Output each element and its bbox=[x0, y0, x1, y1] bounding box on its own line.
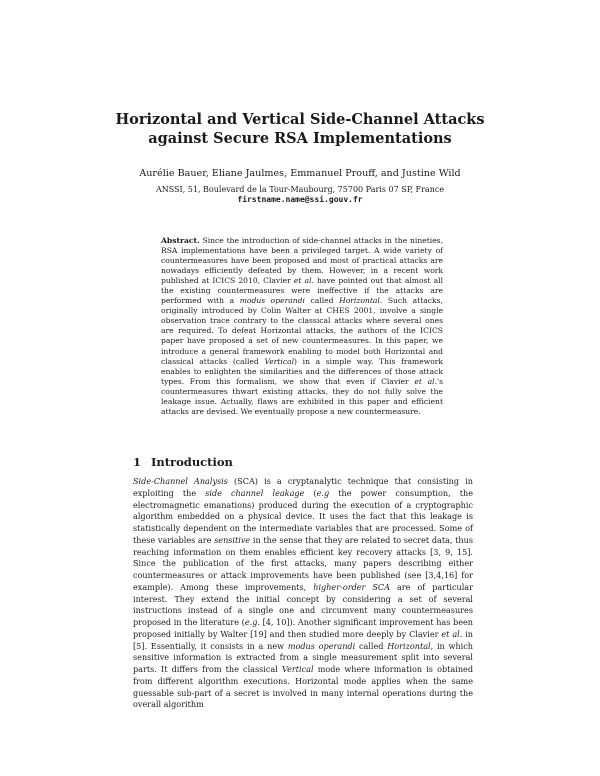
intro-term: modus operandi bbox=[287, 640, 356, 651]
intro-term: et al. bbox=[441, 628, 463, 639]
intro-term: Side-Channel Analysis bbox=[133, 476, 228, 486]
paper-title-line-2: against Secure RSA Implementations bbox=[148, 130, 452, 147]
abstract-text: Since the introduction of side-channel attacks in the nineties, RSA implementations have been a privileged target. A wide variety of countermeasures have been proposed and most of practical attacks are nowadays efficiently defeated by them. However, in a recent work published at ICICS 2010, Clavier bbox=[161, 236, 443, 286]
intro-text: in [5]. Essentially, it consists in a new bbox=[133, 628, 473, 651]
intro-text: ( bbox=[304, 487, 317, 498]
abstract-etal: et al. bbox=[414, 376, 437, 386]
intro-text: [4, 10]). Another significant improvement has been proposed initially by Walter [19] and then studied more deeply by Clavier bbox=[133, 617, 473, 639]
abstract-modus-operandi: modus operandi bbox=[239, 296, 305, 306]
intro-paragraph bbox=[133, 476, 473, 711]
section-heading bbox=[133, 455, 233, 469]
abstract-text: 's countermeasures thwart existing attacks, they do not fully solve the leakage issue. Actually, flaws are exhibited in this paper and efficient attacks are devised. We eventually propose a new countermeasure. bbox=[161, 376, 443, 416]
intro-term: higher-order SCA bbox=[313, 581, 390, 592]
intro-term: sensitive bbox=[214, 534, 251, 545]
abstract-label: Abstract. bbox=[161, 236, 200, 245]
intro-term: Vertical bbox=[281, 664, 314, 674]
abstract-text: . Such attacks, originally introduced by Colin Walter at CHES 2001, involve a single observation trace contrary to the classical attacks where several ones are required. To defeat Horizontal attacks, the authors of the ICICS paper have proposed a set of new countermeasures. In this paper, we introduce a general framework enabling to model both Horizontal and classical attacks (called bbox=[161, 296, 443, 366]
intro-text: the power consumption, the electromagnetic emanations) produced during the execution of a cryptographic algorithm embedded on a physical device. It uses the fact that this leakage is statistically dependent on the intermediate variables that are processed. Some of these variables are bbox=[133, 487, 473, 545]
affiliation: ANSSI, 51, Boulevard de la Tour-Maubourg, 75700 Paris 07 SP, France bbox=[155, 185, 445, 194]
intro-term: Horizontal bbox=[387, 640, 431, 651]
intro-text: in the sense that they are related to secret data, thus reaching information on them enables efficient key recovery attacks [3, 9, 15]. Since the publication of the first attacks, many papers describing either countermeasures or attack improvements have been published (see [3,4,16] for example). Among these improvements, bbox=[133, 534, 473, 592]
abstract-text: ) in a simple way. This framework enables to enlighten the similarities and the differences of those attack types. From this formalism, we show that even if Clavier bbox=[161, 356, 443, 386]
abstract-text: called bbox=[304, 296, 340, 306]
intro-term: e.g bbox=[316, 487, 330, 498]
authors: Aurélie Bauer, Eliane Jaulmes, Emmanuel Prouff, and Justine Wild bbox=[139, 168, 461, 179]
intro-term: e.g. bbox=[244, 617, 260, 627]
abstract-etal: et al. bbox=[293, 276, 314, 286]
intro-text: (SCA) is a cryptanalytic technique that consisting in exploiting the bbox=[133, 476, 473, 498]
intro-text: are of particular interest. They extend the initial concept by considering a set of several instructions instead of a single one and circumvent many countermeasures proposed in the literature ( bbox=[133, 581, 473, 627]
intro-term: side channel leakage bbox=[205, 487, 305, 498]
abstract-text: have pointed out that almost all the existing countermeasures were ineffective if the attacks are performed with a bbox=[161, 276, 443, 306]
intro-text: mode where information is obtained from different algorithm executions. Horizontal mode applies when the same guessable sub-part of a secret is involved in many internal operations during the overall algorithm bbox=[133, 664, 474, 710]
section-title: Introduction bbox=[151, 455, 233, 469]
paper-title-line-1: Horizontal and Vertical Side-Channel Attacks bbox=[115, 111, 485, 128]
email: firstname.name@ssi.gouv.fr bbox=[237, 195, 363, 204]
section-number: 1 bbox=[133, 455, 142, 469]
abstract-horizontal: Horizontal bbox=[339, 296, 380, 306]
abstract bbox=[161, 236, 443, 417]
intro-text: called bbox=[355, 640, 388, 651]
abstract-vertical: Vertical bbox=[264, 356, 295, 366]
intro-text: , in which sensitive information is extracted from a single measurement split into several parts. It differs from the classical bbox=[133, 640, 473, 674]
